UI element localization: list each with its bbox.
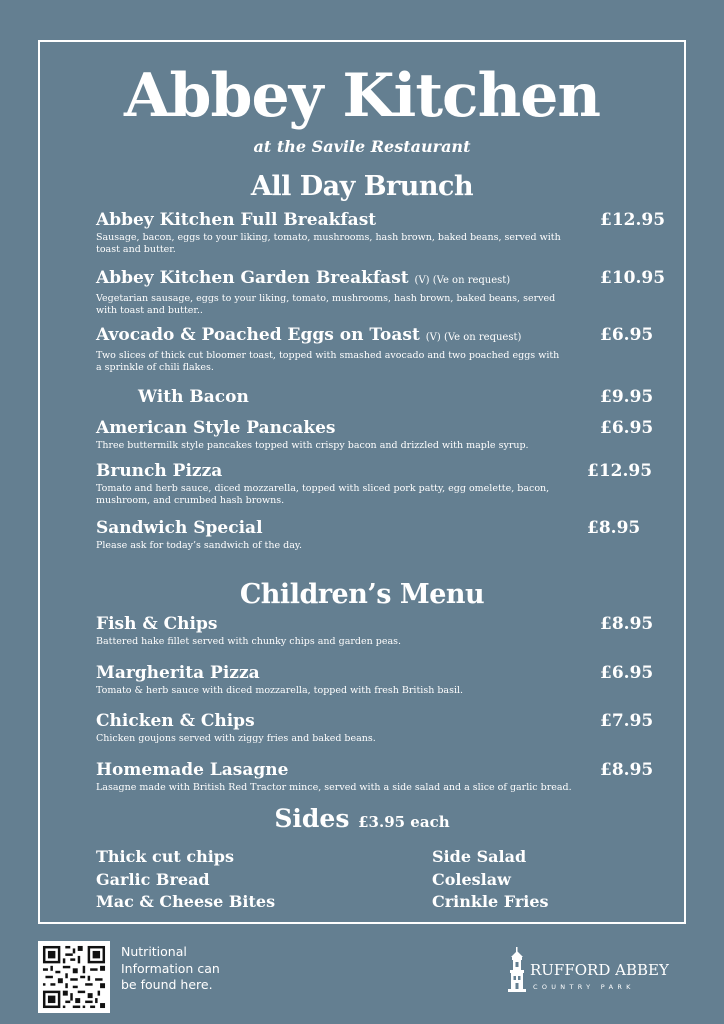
item-name: Fish & Chips (96, 614, 218, 634)
menu-item-fish-chips (96, 613, 686, 648)
side-item: Coleslaw (432, 869, 511, 889)
brunch-heading: All Day Brunch (250, 171, 474, 202)
item-price: £8.95 (587, 518, 641, 538)
logo-name: RUFFORD ABBEY (530, 961, 669, 979)
item-price: £7.95 (600, 711, 654, 731)
item-name: Homemade Lasagne (96, 760, 289, 780)
item-description: Vegetarian sausage, eggs to your liking, tomato, mushrooms, hash brown, baked beans, served with toast and butter.. (96, 293, 556, 316)
qr-code-icon[interactable] (38, 941, 110, 1013)
item-dietary-note: (V) (Ve on request) (425, 332, 522, 343)
item-name: American Style Pancakes (96, 418, 336, 438)
side-item: Side Salad (432, 847, 527, 866)
sides-price: £3.95 each (358, 813, 450, 831)
item-price: £12.95 (600, 210, 666, 230)
item-description: Chicken goujons served with ziggy fries and baked beans. (96, 733, 376, 744)
item-name: Sandwich Special (96, 518, 263, 538)
item-name: Abbey Kitchen Full Breakfast (96, 210, 377, 230)
item-price: £8.95 (600, 614, 654, 634)
item-dietary-note: (V) (Ve on request) (414, 275, 511, 286)
item-description: Three buttermilk style pancakes topped with crispy bacon and drizzled with maple syrup. (96, 440, 529, 451)
side-item: Garlic Bread (96, 869, 210, 889)
rufford-abbey-logo (504, 947, 694, 997)
menu-item-avocado-eggs (96, 324, 686, 374)
item-description: Battered hake fillet served with chunky chips and garden peas. (96, 636, 402, 647)
page-title: Abbey Kitchen (124, 61, 600, 131)
item-price: £12.95 (587, 461, 653, 481)
page-subtitle: at the Savile Restaurant (253, 137, 471, 156)
menu-item-lasagne (96, 759, 686, 794)
sides-list-right (432, 846, 549, 914)
item-price: £8.95 (600, 760, 654, 780)
menu-item-garden-breakfast (96, 267, 686, 317)
item-name: Brunch Pizza (96, 461, 223, 481)
item-description: Two slices of thick cut bloomer toast, topped with smashed avocado and two poached eggs with a sprinkle of chili flakes. (96, 350, 560, 373)
item-name: Chicken & Chips (96, 711, 255, 731)
side-item: Mac & Cheese Bites (96, 892, 276, 911)
item-name: Avocado & Poached Eggs on Toast (96, 325, 420, 345)
logo-subtitle: COUNTRY PARK (533, 983, 635, 991)
nutrition-info-text: Nutritional Information can be found here. (121, 944, 220, 992)
children-menu-heading: Children’s Menu (239, 579, 485, 610)
item-description: Tomato and herb sauce, diced mozzarella, topped with sliced pork patty, egg omelette, bacon, mushroom, and crumbed hash browns. (96, 483, 550, 506)
item-description: Sausage, bacon, eggs to your liking, tomato, mushrooms, hash brown, baked beans, served with toast and butter. (96, 232, 561, 255)
sides-heading (0, 803, 724, 838)
item-price: £6.95 (600, 418, 654, 438)
sides-list-left (96, 846, 275, 914)
item-price: £6.95 (600, 663, 654, 683)
side-item: Thick cut chips (96, 847, 234, 866)
menu-item-chicken-chips (96, 710, 686, 745)
item-price: £9.95 (600, 387, 654, 407)
item-name: Abbey Kitchen Garden Breakfast (96, 268, 409, 288)
item-description: Please ask for today’s sandwich of the day. (96, 540, 302, 551)
item-name: With Bacon (138, 387, 249, 407)
item-price: £10.95 (600, 268, 666, 288)
menu-item-full-breakfast (96, 209, 686, 256)
menu-item-pancakes (96, 417, 686, 452)
item-description: Tomato & herb sauce with diced mozzarella, topped with fresh British basil. (96, 685, 464, 696)
item-description: Lasagne made with British Red Tractor mince, served with a side salad and a slice of garlic bread. (96, 782, 572, 793)
menu-item-margherita-pizza (96, 662, 686, 697)
item-name: Margherita Pizza (96, 663, 260, 683)
side-item: Crinkle Fries (432, 892, 549, 911)
sides-title: Sides (274, 804, 350, 833)
item-price: £6.95 (600, 325, 654, 345)
rufford-abbey-tower-icon (506, 947, 528, 993)
